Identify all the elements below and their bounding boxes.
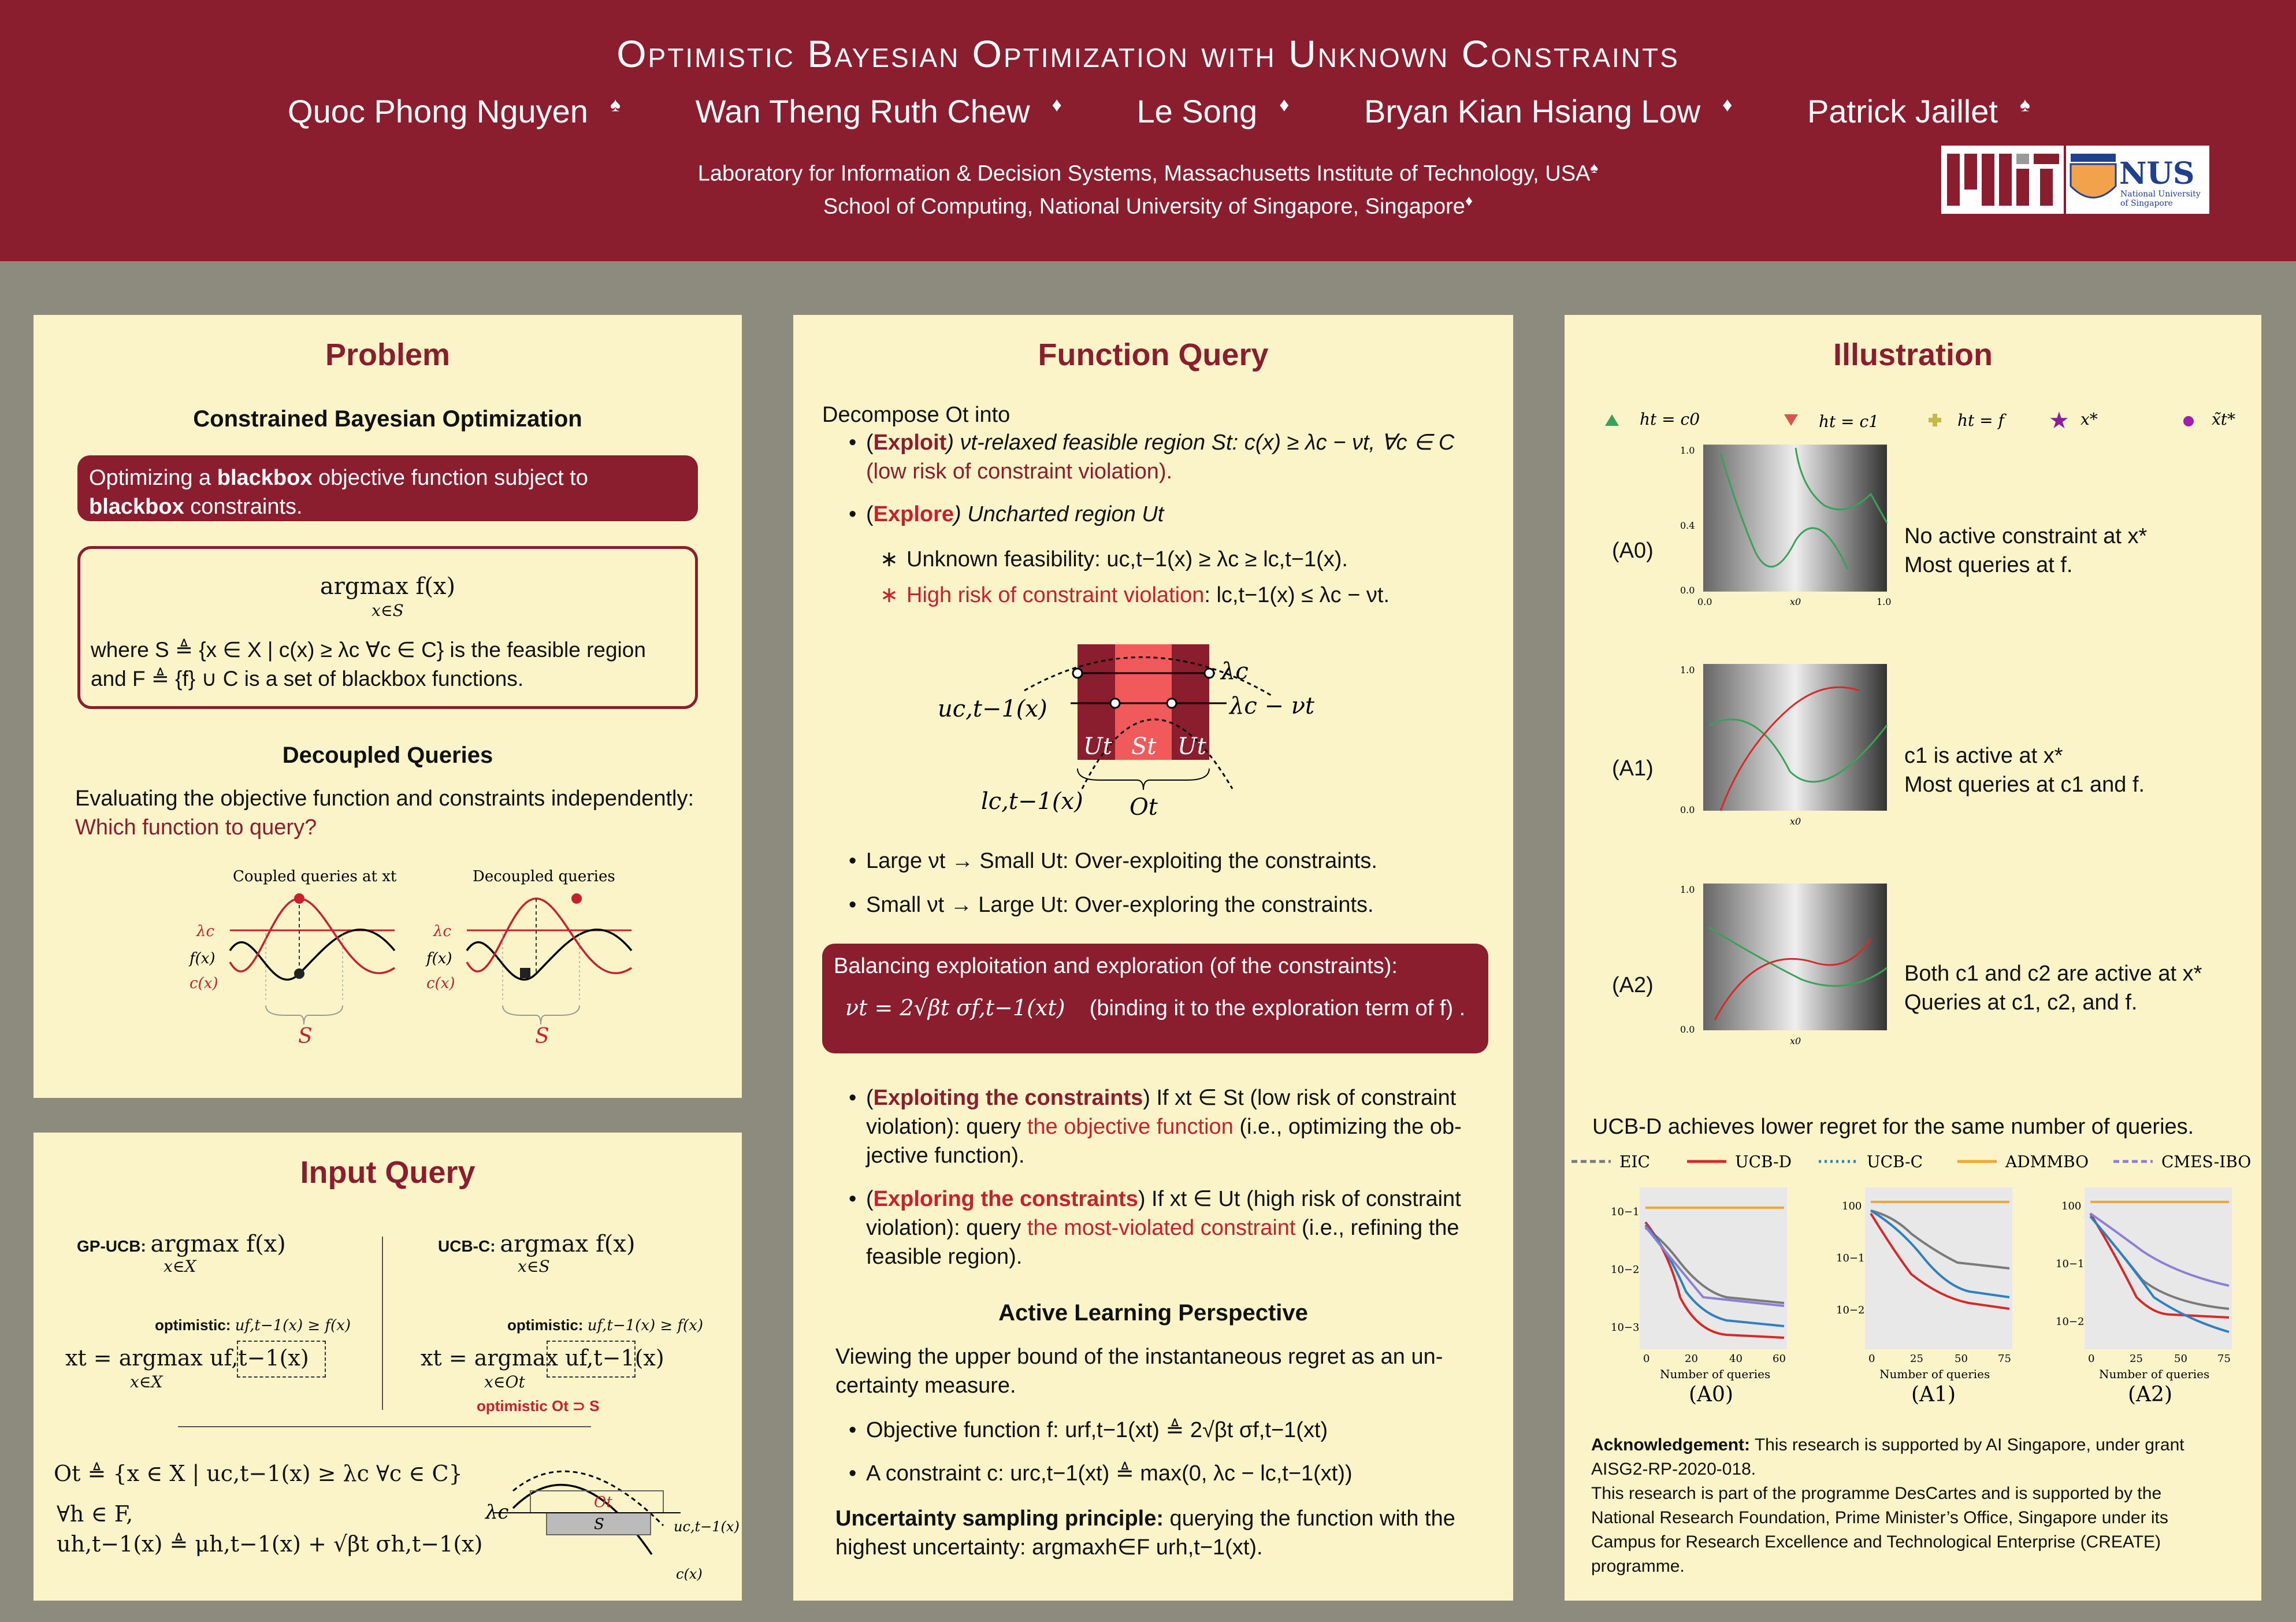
c-label: c(x) [676, 1566, 703, 1582]
header [0, 0, 2296, 261]
small-nu: Small νt → Large Ut: Over-exploring the constraints. [866, 893, 1374, 917]
sub-bullet: ∗ [880, 547, 898, 571]
dq-question: Which function to query? [75, 815, 317, 840]
legend-marker [1784, 414, 1798, 426]
section-title: Input Query [300, 1155, 475, 1190]
Ot-label: Ot [594, 1494, 612, 1511]
dq-text: Evaluating the objective function and constraints independently: [75, 786, 694, 811]
uncertainty-principle: Uncertainty sampling principle: querying the function with the highest uncertainty: argmaxh∈F urh,t−1(xt). [835, 1506, 1455, 1560]
ucb-definition: uh,t−1(x) ≜ μh,t−1(x) + √βt σh,t−1(x) [57, 1531, 483, 1557]
author: Quoc Phong Nguyen ♠ [288, 93, 621, 129]
tick-label: 1.0 [1680, 665, 1695, 675]
author: Wan Theng Ruth Chew ♦ [695, 93, 1062, 129]
tick-label: 10−1 [1611, 1206, 1640, 1218]
optimistic-left: optimistic: uf,t−1(x) ≥ f(x) [155, 1316, 351, 1334]
u-label: uc,t−1(x) [674, 1519, 740, 1535]
author-list [0, 92, 2296, 130]
row-desc: c1 is active at x* [1904, 744, 2063, 768]
author: Bryan Kian Hsiang Low ♦ [1364, 93, 1733, 129]
forall-h: ∀h ∈ F, [57, 1501, 133, 1527]
sub-bullet: ∗ [880, 583, 898, 607]
objective-uncertainty: Objective function f: urf,t−1(xt) ≜ 2√βt σf,t−1(xt) [866, 1418, 1328, 1442]
tick-label: 10−2 [1611, 1264, 1640, 1276]
legend-label: ADMMBO [2005, 1152, 2089, 1171]
xt-left: xt = argmax uf,t−1(x) [65, 1345, 309, 1371]
horizontal-divider [178, 1426, 591, 1427]
explore-item: (Explore) Uncharted region Ut [866, 502, 1164, 526]
tick-label: 75 [1998, 1353, 2011, 1365]
contour-plot-a2 [1674, 875, 1905, 1049]
argmax-formula: argmax f(x) [319, 573, 456, 600]
bullet: • [849, 502, 857, 526]
nus-logo-text: NUS [2119, 156, 2195, 191]
tick-label: 0.0 [1697, 596, 1712, 607]
U-label: Ut [1177, 733, 1206, 760]
tick-label: 1.0 [1680, 445, 1695, 456]
lambda-label: λc [485, 1501, 509, 1524]
caption: (A1) [1911, 1383, 1956, 1406]
regret-legend [1565, 1147, 2261, 1176]
author: Le Song ♦ [1136, 93, 1290, 129]
tick-label: 0 [1643, 1353, 1650, 1365]
caption: (A0) [1689, 1383, 1733, 1406]
function-set-def: and F ≜ {f} ∪ C is a set of blackbox functions. [91, 667, 524, 691]
regret-plot-a2 [2056, 1187, 2232, 1406]
tick-label: 25 [1910, 1353, 1923, 1365]
regret-plot-a0 [1611, 1187, 1787, 1406]
subsection-title: Active Learning Perspective [998, 1300, 1308, 1326]
bullet: • [849, 430, 857, 455]
tick-label: 1.0 [1680, 884, 1695, 895]
scatter-legend [1593, 402, 2241, 436]
tick-label: 100 [1842, 1200, 1862, 1212]
ot-definition: Ot ≜ {x ∈ X | uc,t−1(x) ≥ λc ∀c ∈ C} [54, 1461, 463, 1486]
decompose-text: Decompose Ot into [822, 403, 1010, 427]
bullet: • [849, 1461, 857, 1486]
gpucb-sub: x∈X [164, 1257, 196, 1276]
legend-label: x̃t* [2212, 410, 2236, 429]
tick-label: 10−1 [2056, 1258, 2085, 1270]
legend-label: UCB-D [1735, 1152, 1792, 1171]
feasible-def: where S ≜ {x ∈ X | c(x) ≥ λc ∀c ∈ C} is the feasible region [91, 638, 646, 662]
decoupled-plot [425, 893, 631, 1048]
legend-label: EIC [1619, 1152, 1650, 1171]
row-desc: Most queries at c1 and f. [1904, 773, 2145, 797]
argmax-sub: x∈S [371, 601, 404, 620]
axis-label: Number of queries [1879, 1367, 1990, 1381]
l-label: lc,t−1(x) [981, 788, 1083, 815]
mit-logo [1941, 146, 2064, 214]
optimistic-superset: optimistic Ot ⊃ S [477, 1397, 600, 1415]
illustration-panel [1565, 315, 2261, 1601]
row-desc: Most queries at f. [1904, 553, 2073, 577]
problem-panel [34, 315, 742, 1098]
legend-label: ht = f [1957, 411, 2004, 430]
section-title: Problem [325, 337, 451, 372]
dashed-box [547, 1341, 636, 1378]
caption: (A2) [2128, 1383, 2172, 1406]
affiliation-mit: Laboratory for Information & Decision Systems, Massachusetts Institute of Technology, USA♠ [697, 159, 1599, 186]
acknowledgement: Acknowledgement: This research is supported by AI Singapore, under grant AISG2-RP-2020-018. This research is part of the programme DesCartes and is supported by the National Research Foundation, Prime Minister’s Office, Singapore under its Campus for Research Excellence and Technological Enterprise (CREATE) programme. [1591, 1435, 2184, 1576]
tick-label: 20 [1685, 1353, 1698, 1365]
regret-summary: UCB-D achieves lower regret for the same number of queries. [1592, 1115, 2194, 1139]
nus-logo [2066, 146, 2209, 214]
decoupled-queries-figure [166, 864, 686, 1048]
axis-label: Number of queries [1660, 1367, 1771, 1381]
legend-marker [2183, 416, 2194, 426]
alp-text: Viewing the upper bound of the instantaneous regret as an un- [835, 1345, 1443, 1369]
xt-right: xt = argmax uf,t−1(x) [421, 1345, 664, 1371]
tick-label: 10−1 [1836, 1252, 1865, 1264]
subsection-title: Decoupled Queries [282, 743, 493, 768]
coupled-plot [188, 893, 395, 1048]
ucbc-sub: x∈S [518, 1257, 550, 1276]
tick-label: 40 [1729, 1353, 1743, 1365]
u-label: uc,t−1(x) [938, 696, 1047, 722]
nus-logo-sub: of Singapore [2120, 199, 2173, 208]
xt-right-sub: x∈Ot [484, 1372, 525, 1391]
subsection-title: Constrained Bayesian Optimization [193, 406, 582, 432]
function-query-panel [793, 315, 1513, 1601]
axis-label: x0 [1790, 596, 1801, 607]
affiliation-nus: School of Computing, National University of Singapore, Singapore♦ [823, 192, 1473, 219]
region-decomposition-figure [926, 639, 1388, 847]
O-label: Ot [1130, 794, 1158, 821]
axis-label: Number of queries [2099, 1367, 2210, 1381]
tick-label: 0 [1868, 1353, 1875, 1365]
regret-plot-a1 [1836, 1187, 2012, 1406]
tick-label: 25 [2130, 1353, 2143, 1365]
poster-title: Optimistic Bayesian Optimization with Unknown Constraints [616, 32, 1680, 75]
gpucb-line: GP-UCB: argmax f(x) [77, 1231, 286, 1257]
unknown-feasibility: Unknown feasibility: uc,t−1(x) ≥ λc ≥ lc,t−1(x). [906, 547, 1348, 571]
lambda-nu-label: λc − νt [1229, 693, 1315, 719]
tick-label: 0.0 [1680, 804, 1695, 815]
bullet: • [849, 1187, 857, 1211]
row-label: (A1) [1612, 756, 1654, 781]
bullet: • [849, 849, 857, 873]
U-label: Ut [1083, 733, 1112, 760]
axis-label: x0 [1790, 1035, 1801, 1046]
S-label: S [298, 1025, 313, 1048]
balancing-box: Balancing exploitation and exploration (of the constraints): νt = 2√βt σf,t−1(xt) (binding it to the exploration term of f) . [822, 944, 1488, 1053]
tick-label: 0 [2088, 1353, 2095, 1365]
optimistic-right: optimistic: uf,t−1(x) ≥ f(x) [507, 1316, 704, 1334]
tick-label: 0.0 [1680, 585, 1695, 596]
legend-marker [1929, 414, 1941, 426]
fig-title-decoupled: Decoupled queries [473, 868, 615, 885]
constraint-uncertainty: A constraint c: urc,t−1(xt) ≜ max(0, λc − lc,t−1(xt)) [866, 1461, 1353, 1486]
vertical-divider [382, 1237, 383, 1410]
high-risk: High risk of constraint violation: lc,t−1(x) ≤ λc − νt. [906, 583, 1390, 607]
row-label: (A0) [1612, 539, 1654, 563]
legend-label: ht = c1 [1819, 412, 1879, 431]
row-label: (A2) [1612, 973, 1654, 997]
input-query-panel [34, 1133, 742, 1601]
S-label: St [1131, 733, 1157, 760]
legend-marker: ★ [2049, 407, 2070, 434]
legend-label: CMES-IBO [2161, 1152, 2252, 1171]
author: Patrick Jaillet ♠ [1807, 93, 2030, 129]
tick-label: 10−3 [1611, 1322, 1640, 1334]
regret-plots [1565, 1182, 2261, 1406]
exploiting-item: (Exploiting the constraints) If xt ∈ St (low risk of constraint violation): query the objective function (i.e., optimizing the ob- jective function). [866, 1086, 1462, 1168]
exploring-item: (Exploring the constraints) If xt ∈ Ut (high risk of constraint violation): query the most-violated constraint (i.e., refining the feasible region). [866, 1187, 1461, 1269]
xt-left-sub: x∈X [130, 1372, 163, 1391]
c-label: c(x) [190, 975, 218, 992]
tick-label: 0.4 [1680, 520, 1695, 531]
axis-label: x0 [1790, 816, 1801, 827]
lambda-label: λc [1221, 658, 1249, 685]
contour-plot-a1 [1674, 656, 1905, 829]
tick-label: 10−2 [2056, 1316, 2085, 1328]
f-label: f(x) [190, 950, 216, 967]
row-desc: Both c1 and c2 are active at x* [1904, 962, 2202, 986]
definition-box: Optimizing a blackbox objective function subject to blackbox constraints. [77, 455, 698, 521]
section-title: Function Query [1038, 337, 1269, 372]
tick-label: 75 [2217, 1353, 2231, 1365]
tick-label: 50 [2174, 1353, 2187, 1365]
section-title: Illustration [1833, 337, 1993, 372]
row-desc: No active constraint at x* [1904, 524, 2148, 548]
legend-label: x* [2080, 410, 2098, 429]
formula-box [77, 546, 698, 709]
tick-label: 10−2 [1836, 1304, 1865, 1316]
f-label: f(x) [426, 950, 452, 967]
exploit-item: (Exploit) νt-relaxed feasible region St: c(x) ≥ λc − νt, ∀c ∈ C [866, 430, 1455, 455]
c-label: c(x) [426, 975, 455, 992]
row-desc: Queries at c1, c2, and f. [1904, 990, 2138, 1015]
S-label: S [594, 1516, 604, 1533]
lambda-label: λc [433, 923, 452, 940]
large-nu: Large νt → Small Ut: Over-exploiting the constraints. [866, 849, 1377, 873]
tick-label: 60 [1773, 1353, 1786, 1365]
legend-label: ht = c0 [1640, 410, 1700, 429]
legend-label: UCB-C [1867, 1152, 1923, 1171]
S-label: S [535, 1025, 549, 1048]
contour-plot-a0 [1674, 436, 1905, 610]
optimistic-region-figure [485, 1445, 740, 1595]
tick-label: 50 [1955, 1353, 1968, 1365]
lambda-label: λc [196, 923, 215, 940]
bullet: • [849, 893, 857, 917]
alp-text: certainty measure. [835, 1374, 1016, 1398]
legend-marker [1605, 414, 1619, 426]
bullet: • [849, 1418, 857, 1442]
nus-logo-sub: National University [2120, 190, 2201, 199]
ucbc-line: UCB-C: argmax f(x) [438, 1231, 636, 1257]
exploit-note: (low risk of constraint violation). [866, 459, 1173, 484]
bullet: • [849, 1086, 857, 1110]
dashed-box [237, 1341, 326, 1378]
tick-label: 0.0 [1680, 1024, 1695, 1035]
tick-label: 1.0 [1877, 596, 1892, 607]
fig-title-coupled: Coupled queries at xt [233, 868, 397, 885]
tick-label: 100 [2061, 1200, 2082, 1212]
